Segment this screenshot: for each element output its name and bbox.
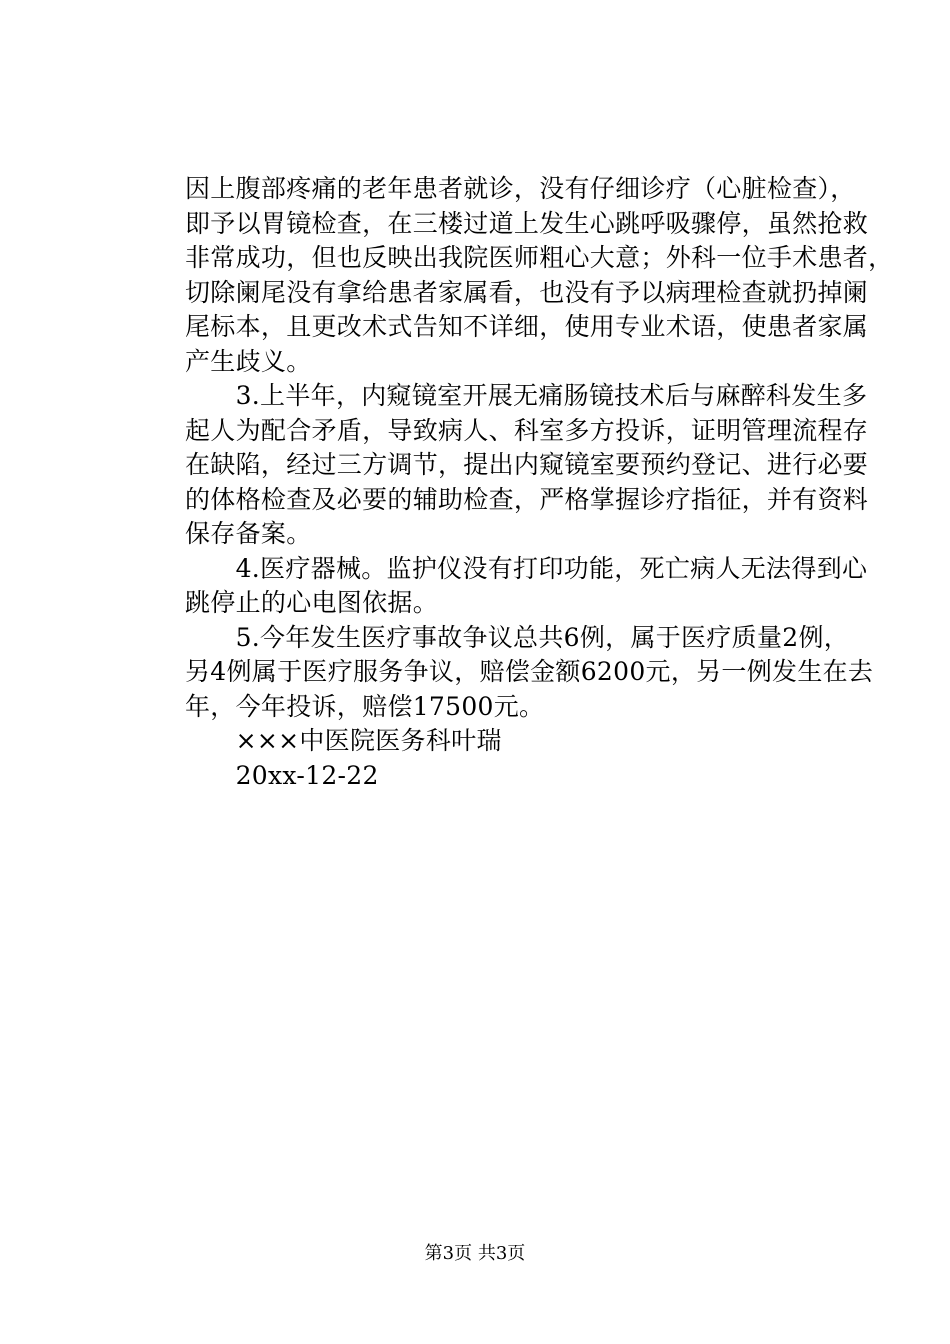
body-line: 产生歧义。 bbox=[185, 346, 312, 376]
document-body bbox=[185, 172, 894, 793]
body-line: 年，今年投诉，赔偿17500元。 bbox=[185, 691, 545, 721]
body-line: 在缺陷，经过三方调节，提出内窥镜室要预约登记、进行必要 bbox=[185, 450, 869, 479]
body-line: 4.医疗器械。监护仪没有打印功能，死亡病人无法得到心 bbox=[185, 553, 868, 583]
body-line: 5.今年发生医疗事故争议总共6例，属于医疗质量2例， bbox=[185, 622, 850, 652]
body-line: 3.上半年，内窥镜室开展无痛肠镜技术后与麻醉科发生多 bbox=[185, 381, 868, 410]
signature-line: ×××中医院医务科叶瑞 bbox=[185, 726, 502, 755]
page-footer: 第3页 共3页 bbox=[424, 1243, 526, 1264]
body-line: 尾标本，且更改术式告知不详细，使用专业术语，使患者家属 bbox=[185, 312, 869, 341]
body-line: 的体格检查及必要的辅助检查，严格掌握诊疗指征，并有资料 bbox=[185, 484, 869, 514]
body-line: 即予以胃镜检查，在三楼过道上发生心跳呼吸骤停，虽然抢救 bbox=[185, 208, 869, 238]
body-line: 起人为配合矛盾，导致病人、科室多方投诉，证明管理流程存 bbox=[185, 415, 869, 445]
body-line: 保存备案。 bbox=[185, 519, 312, 548]
date-line: 20xx-12-22 bbox=[185, 760, 379, 790]
body-line: 切除阑尾没有拿给患者家属看，也没有予以病理检查就扔掉阑 bbox=[185, 277, 869, 307]
body-line: 非常成功，但也反映出我院医师粗心大意；外科一位手术患者， bbox=[185, 243, 894, 272]
body-line: 另4例属于医疗服务争议，赔偿金额6200元，另一例发生在去 bbox=[185, 657, 874, 686]
body-line: 跳停止的心电图依据。 bbox=[185, 588, 439, 617]
body-line: 因上腹部疼痛的老年患者就诊，没有仔细诊疗（心脏检查）， bbox=[185, 174, 856, 203]
